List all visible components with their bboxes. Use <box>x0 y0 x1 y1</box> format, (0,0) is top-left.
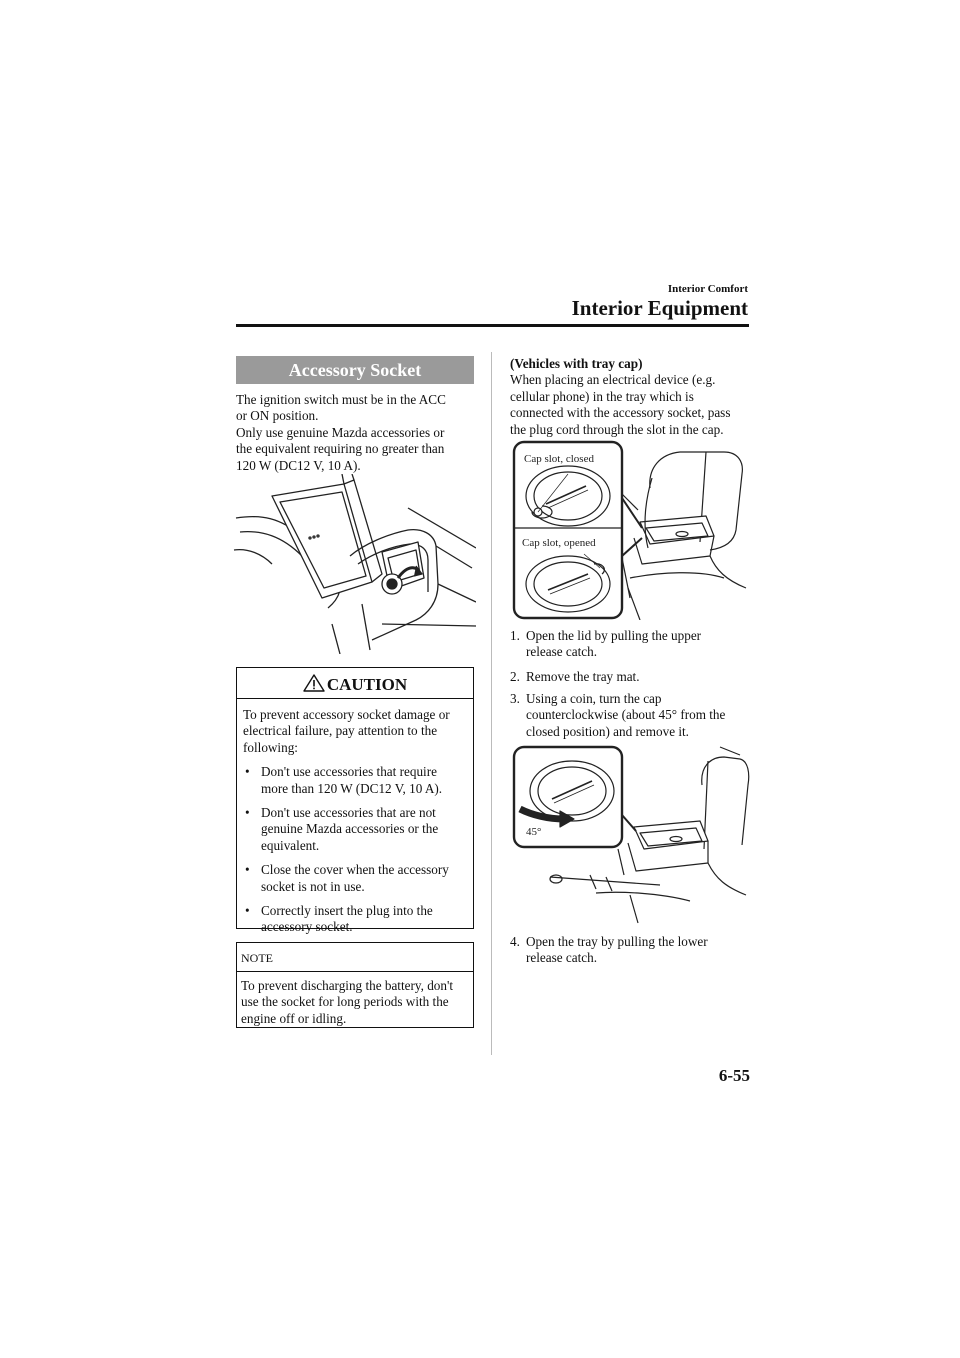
step-3 <box>510 691 750 740</box>
cap-rotation-illustration <box>510 745 750 925</box>
section-heading: Accessory Socket <box>236 356 474 384</box>
step-1 <box>510 628 750 661</box>
rotation-angle-label: 45° <box>526 826 542 838</box>
step-line: release catch. <box>526 950 598 966</box>
column-divider <box>491 352 492 1055</box>
note-line: engine off or idling. <box>241 1010 347 1026</box>
bullet-line: Correctly insert the plug into the <box>261 903 433 919</box>
note-line: To prevent discharging the battery, don't <box>241 978 454 993</box>
bullet-line: accessory socket. <box>261 919 353 935</box>
caution-intro-line: To prevent accessory socket damage or <box>243 707 450 722</box>
cap-slot-closed-label: Cap slot, closed <box>524 453 594 465</box>
bullet-line: Don't use accessories that are not <box>261 805 436 821</box>
cap-slot-illustration <box>510 438 750 620</box>
step-line: counterclockwise (about 45° from the <box>526 707 726 723</box>
caution-title: CAUTION <box>326 675 408 694</box>
cap-slot-opened-label: Cap slot, opened <box>522 537 596 549</box>
step-number: 2. <box>510 669 520 684</box>
intro-line: 120 W (DC12 V, 10 A). <box>236 457 361 473</box>
step-line: Open the lid by pulling the upper <box>526 628 702 643</box>
step-line: closed position) and remove it. <box>526 723 689 739</box>
intro-text <box>236 392 476 474</box>
caution-bullet <box>243 764 467 797</box>
section-label: Interior Comfort <box>667 283 748 295</box>
intro-line: When placing an electrical device (e.g. <box>510 372 716 388</box>
step-line: release catch. <box>526 644 598 660</box>
page-number: 6-55 <box>718 1066 750 1085</box>
step-4 <box>510 934 750 967</box>
intro-line: cellular phone) in the tray which is <box>510 388 694 404</box>
bullet-dot-icon: • <box>245 862 250 878</box>
step-2 <box>510 669 750 685</box>
bullet-dot-icon: • <box>245 764 250 780</box>
note-line: use the socket for long periods with the <box>241 994 449 1010</box>
step-number: 4. <box>510 934 520 949</box>
bullet-line: equivalent. <box>261 837 320 853</box>
accessory-socket-illustration <box>232 474 476 654</box>
note-title: NOTE <box>237 943 473 972</box>
bullet-line: more than 120 W (DC12 V, 10 A). <box>261 780 443 796</box>
intro-line: The ignition switch must be in the ACC <box>236 392 446 407</box>
caution-intro-line: electrical failure, pay attention to the <box>243 723 438 739</box>
caution-bullet <box>243 862 467 895</box>
step-number: 3. <box>510 691 520 706</box>
intro-line: the equivalent requiring no greater than <box>236 441 445 457</box>
intro-line: or ON position. <box>236 408 319 424</box>
tray-cap-intro <box>510 356 750 438</box>
intro-line: connected with the accessory socket, pass <box>510 405 731 421</box>
step-line: Remove the tray mat. <box>526 669 640 684</box>
warning-icon <box>303 674 325 692</box>
bullet-line: Don't use accessories that require <box>261 764 437 780</box>
intro-line: the plug cord through the slot in the cap. <box>510 421 724 437</box>
bullet-line: socket is not in use. <box>261 878 365 894</box>
bullet-dot-icon: • <box>245 903 250 919</box>
note-box <box>236 942 474 1028</box>
intro-line: Only use genuine Mazda accessories or <box>236 424 445 440</box>
bullet-line: genuine Mazda accessories or the <box>261 821 439 837</box>
caution-bullet <box>243 805 467 854</box>
caution-header <box>237 668 473 699</box>
caution-bullet <box>243 903 467 936</box>
page-title: Interior Equipment <box>571 296 748 320</box>
caution-intro-line: following: <box>243 739 298 755</box>
step-line: Open the tray by pulling the lower <box>526 934 708 949</box>
header-rule <box>236 324 749 327</box>
bullet-line: Close the cover when the accessory <box>261 862 449 878</box>
caution-box <box>236 667 474 935</box>
bullet-dot-icon: • <box>245 805 250 821</box>
tray-cap-subhead: (Vehicles with tray cap) <box>510 356 643 371</box>
step-line: Using a coin, turn the cap <box>526 691 662 706</box>
step-number: 1. <box>510 628 520 643</box>
